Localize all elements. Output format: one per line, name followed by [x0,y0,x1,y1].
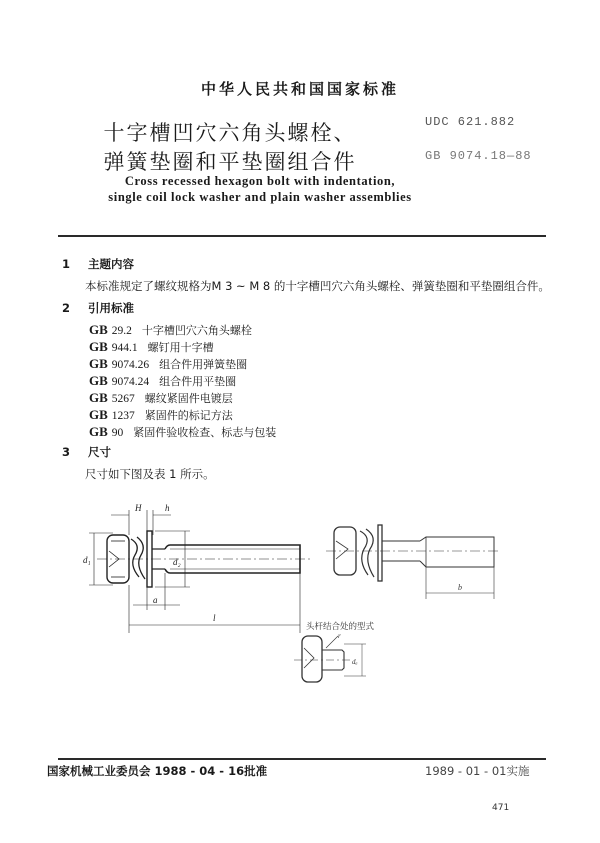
label-r: r [338,632,341,640]
ref-prefix: GB [89,322,108,337]
ref-code: 944.1 [111,342,138,354]
reference-item [89,322,252,338]
implementation-date: 1989 - 01 - 01实施 [425,764,530,778]
label-a: a [153,595,158,605]
ref-code: 1237 [111,410,135,422]
label-l: l [213,613,216,623]
reference-item [89,373,236,389]
title-en-line1: Cross recessed hexagon bolt with indentation, [124,174,396,188]
bolt-assembly-drawing [75,495,315,635]
title-cn-line2: 弹簧垫圈和平垫圈组合件 [103,150,357,174]
reference-item [89,424,276,440]
ref-prefix: GB [89,339,108,354]
title-cn-line1: 十字槽凹穴六角头螺栓、 [103,121,357,145]
udc-code: UDC 621.882 [425,115,516,129]
ref-title: 组合件用平垫圈 [159,375,237,388]
ref-prefix: GB [89,424,108,439]
header-divider [58,235,546,237]
national-standard-heading: 中华人民共和国国家标准 [200,80,399,98]
ref-prefix: GB [89,390,108,405]
section-title: 引用标准 [88,301,134,315]
label-h: h [165,503,170,513]
ref-prefix: GB [89,407,108,422]
footer-divider [58,758,546,760]
title-en-line2: single coil lock washer and plain washer assemblies [108,190,412,204]
detail-caption: 头杆结合处的型式 [306,622,375,632]
section-2-heading [62,300,134,316]
bolt-side-drawing [322,515,502,605]
section-1-text: 本标准规定了螺纹规格为M 3 ~ M 8 的十字槽凹穴六角头螺栓、弹簧垫圈和平垫圈组合件。 [85,279,550,293]
ref-code: 90 [111,427,124,439]
ref-prefix: GB [89,356,108,371]
ref-title: 十字槽凹穴六角头螺栓 [141,324,252,337]
section-title: 尺寸 [88,445,111,459]
label-d1: d₁ [83,555,91,565]
section-number: 2 [62,301,71,315]
ref-code: 9074.26 [111,359,150,371]
ref-prefix: GB [89,373,108,388]
label-H: H [135,503,142,513]
ref-title: 螺钉用十字槽 [147,341,214,354]
reference-item [89,339,214,355]
section-title: 主题内容 [88,257,134,271]
label-d2: d₂ [173,557,181,567]
page-number: 471 [492,803,510,813]
ref-title: 紧固件验收检查、标志与包装 [133,426,277,439]
ref-title: 螺纹紧固件电镀层 [144,392,233,405]
section-number: 3 [62,445,71,459]
section-number: 1 [62,257,71,271]
reference-item [89,407,233,423]
section-3-text: 尺寸如下图及表 1 所示。 [85,467,215,481]
ref-code: 29.2 [111,325,132,337]
ref-title: 组合件用弹簧垫圈 [159,358,248,371]
section-3-heading [62,444,111,460]
ref-code: 5267 [111,393,135,405]
head-shank-detail-drawing [292,630,382,690]
reference-item [89,356,247,372]
section-1-heading [62,256,134,272]
ref-code: 9074.24 [111,376,150,388]
standard-number: GB 9074.18—88 [425,149,532,163]
label-da: dₐ [352,658,358,666]
ref-title: 紧固件的标记方法 [144,409,233,422]
approval-info: 国家机械工业委员会 1988 - 04 - 16批准 [47,764,268,778]
reference-item [89,390,233,406]
label-b: b [458,583,462,592]
